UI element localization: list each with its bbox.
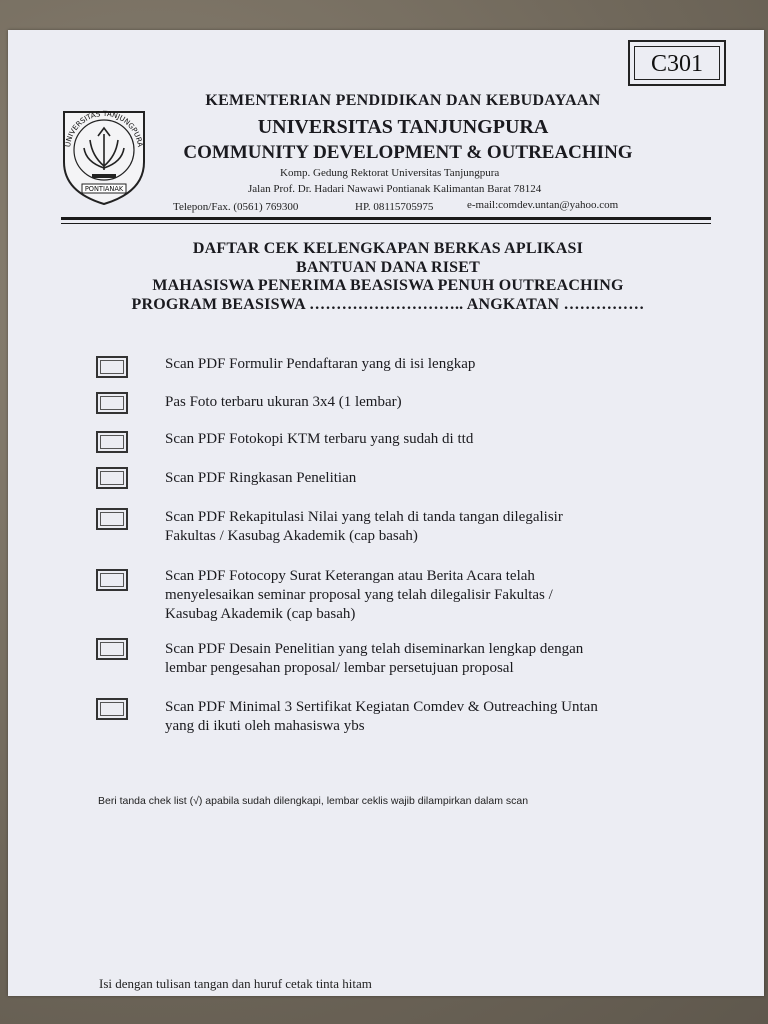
logo-top-text: UNIVERSITAS TANJUNGPURA [63, 108, 145, 148]
form-title-line-4: PROGRAM BEASISWA ……………………….. ANGKATAN …………… [131, 296, 645, 313]
address-line-1: Komp. Gedung Rektorat Universitas Tanjungpura [280, 167, 500, 179]
form-title-line-2: BANTUAN DANA RISET [295, 259, 481, 276]
logo-bottom-text: PONTIANAK [84, 185, 124, 193]
checklist-item-text: Scan PDF Desain Penelitian yang telah diseminarkan lengkap dengan lembar pengesahan proposal/ lembar persetujuan proposal [165, 641, 584, 676]
checkbox[interactable] [96, 508, 128, 530]
form-title-line-3: MAHASISWA PENERIMA BEASISWA PENUH OUTREACHING [152, 277, 624, 294]
header-rule-thick [61, 217, 711, 220]
checkbox[interactable] [96, 638, 128, 660]
checkbox[interactable] [96, 392, 128, 414]
checklist-item-text: Scan PDF Fotocopy Surat Keterangan atau Berita Acara telah menyelesaikan seminar proposal yang telah dilegalisir Fakultas / Kasubag Akademik (cap basah) [165, 568, 553, 622]
checkbox[interactable] [96, 431, 128, 453]
header-rule-thin [61, 223, 711, 224]
address-line-2: Jalan Prof. Dr. Hadari Nawawi Pontianak Kalimantan Barat 78124 [248, 183, 542, 195]
hp-number: HP. 08115705975 [355, 201, 434, 213]
document-code-box [628, 40, 726, 86]
checklist-item-text: Scan PDF Ringkasan Penelitian [165, 470, 357, 486]
form-title-line-1: DAFTAR CEK KELENGKAPAN BERKAS APLIKASI [192, 240, 584, 257]
checklist-item-text: Scan PDF Fotokopi KTM terbaru yang sudah di ttd [165, 431, 474, 447]
checkbox[interactable] [96, 569, 128, 591]
document-code: C301 [634, 46, 720, 80]
checkbox[interactable] [96, 467, 128, 489]
phone-fax: Telepon/Fax. (0561) 769300 [173, 201, 299, 213]
footer-instruction: Isi dengan tulisan tangan dan huruf cetak tinta hitam [99, 976, 372, 991]
email-address: e-mail:comdev.untan@yahoo.com [467, 199, 619, 211]
instruction-note: Beri tanda chek list (√) apabila sudah dilengkapi, lembar ceklis wajib dilampirkan dalam scan [98, 795, 529, 807]
checkbox[interactable] [96, 698, 128, 720]
checkbox[interactable] [96, 356, 128, 378]
ministry-name: KEMENTERIAN PENDIDIKAN DAN KEBUDAYAAN [205, 92, 601, 109]
checklist-item-text: Scan PDF Minimal 3 Sertifikat Kegiatan Comdev & Outreaching Untan yang di ikuti oleh mahasiswa ybs [165, 699, 598, 734]
checklist-item-text: Pas Foto terbaru ukuran 3x4 (1 lembar) [165, 394, 402, 410]
checklist-item-text: Scan PDF Formulir Pendaftaran yang di isi lengkap [165, 356, 476, 372]
document-page [8, 30, 764, 996]
unit-name: COMMUNITY DEVELOPMENT & OUTREACHING [183, 142, 633, 163]
university-logo [56, 100, 152, 206]
checklist-item-text: Scan PDF Rekapitulasi Nilai yang telah di tanda tangan dilegalisir Fakultas / Kasubag Akademik (cap basah) [165, 509, 563, 544]
university-name: UNIVERSITAS TANJUNGPURA [257, 116, 549, 138]
